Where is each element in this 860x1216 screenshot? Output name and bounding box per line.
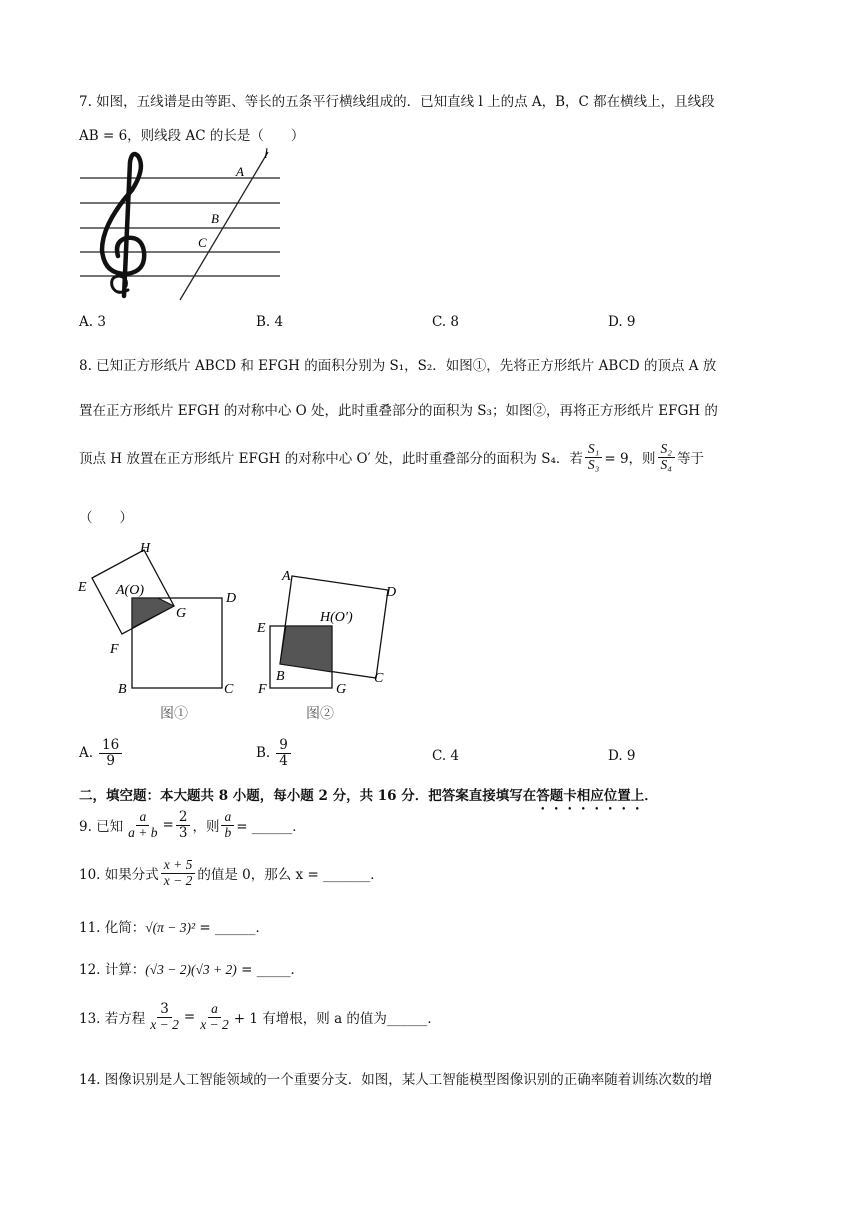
svg-text:D: D [386, 585, 397, 600]
svg-text:B: B [118, 682, 127, 697]
q7-text-line1: 7. 如图，五线谱是由等距、等长的五条平行横线组成的．已知直线 l 上的点 A，B，C 都在横线上，且线段 [79, 94, 715, 110]
caption-fig1: 图① [160, 707, 188, 722]
svg-text:G: G [336, 682, 347, 697]
label-b: B [211, 211, 219, 226]
q8-answer-paren: （ ） [79, 510, 133, 526]
svg-text:C: C [374, 671, 384, 686]
label-c: C [198, 235, 207, 250]
q8-figure-1 [76, 536, 246, 726]
q8-line3-a: 顶点 H 放置在正方形纸片 EFGH 的对称中心 O′ 处，此时重叠部分的面积为 S₄．若 [79, 451, 583, 468]
caption-fig2: 图② [306, 707, 334, 722]
q10: 10. 如果分式 $\frac{x + 5}{x - 2}$ 的值是 0，那么 x = _______． [79, 857, 384, 888]
svg-text:E: E [257, 621, 266, 636]
q8-text-line1: 8. 已知正方形纸片 ABCD 和 EFGH 的面积分别为 S₁，S₂．如图①，先将正方形纸片 ABCD 的顶点 A 放 [79, 358, 717, 374]
q12: 12. 计算：(√3 − 2)(√3 + 2) = _____． [79, 962, 304, 978]
q7-text-line2: AB = 6，则线段 AC 的长是（ ） [79, 128, 305, 144]
q8-option-b[interactable]: B. $\frac{9}{4}$ [256, 738, 293, 769]
svg-text:G: G [176, 606, 187, 621]
q8-line3-b: 等于 [677, 451, 704, 468]
overlap-s3 [132, 598, 174, 628]
q7-option-c[interactable]: C. 8 [432, 314, 460, 330]
line-l [180, 152, 268, 300]
section-2-heading: 二，填空题：本大题共 8 小题，每小题 2 分，共 16 分．把答案直接填写在答题卡相应位置上． [79, 788, 658, 804]
svg-text:B: B [276, 669, 285, 684]
q8-frac-s2-s4: $\frac{\text{S₂}}{\text{S₄}}$ [658, 442, 675, 473]
q8-figure-2 [254, 560, 414, 728]
q8-option-a[interactable]: A. $\frac{16}{9}$ [79, 738, 124, 769]
q7-option-d[interactable]: D. 9 [608, 314, 636, 330]
svg-text:C: C [224, 682, 234, 697]
staff-lines [80, 178, 280, 276]
svg-text:D: D [226, 591, 237, 606]
q7-staff-figure [76, 146, 286, 306]
q7-option-a[interactable]: A. 3 [79, 314, 106, 330]
svg-text:H: H [140, 541, 151, 556]
q8-option-d[interactable]: D. 9 [608, 748, 636, 764]
q13: 13. 若方程 $\frac{3}{x - 2}$ = $\frac{a}{x - 2}$ + 1 有增根，则 a 的值为______． [79, 1001, 441, 1032]
svg-text:H(O′): H(O′) [320, 610, 353, 625]
q8-text-line3 [79, 442, 704, 473]
section-2-emphasis: 答题卡相应位置上 [536, 788, 645, 804]
q9: 9. 已知 $\frac{a}{a + b}$ = $\frac{2}{3}$ ，则 $\frac{a}{b}$ = ______． [79, 809, 306, 841]
overlap-s4 [280, 626, 332, 672]
svg-text:A(O): A(O) [116, 583, 144, 598]
q8-frac-s1-s3: $\frac{\text{S₁}}{\text{S₃}}$ [585, 442, 602, 473]
q8-option-c[interactable]: C. 4 [432, 748, 460, 764]
q7-option-b[interactable]: B. 4 [256, 314, 284, 330]
q8-line3-eq: = 9，则 [604, 451, 656, 468]
svg-text:F: F [110, 642, 119, 657]
svg-text:E: E [78, 580, 87, 595]
svg-text:F: F [258, 682, 267, 697]
treble-clef-icon [102, 154, 144, 296]
label-l: l [264, 147, 268, 162]
svg-text:A: A [282, 569, 291, 584]
label-a: A [236, 164, 244, 179]
q11: 11. 化简：√(π − 3)² = ______． [79, 920, 269, 936]
q14-text-line1: 14. 图像识别是人工智能领域的一个重要分支．如图，某人工智能模型图像识别的正确率随着训练次数的增 [79, 1072, 713, 1088]
q8-text-line2: 置在正方形纸片 EFGH 的对称中心 O 处，此时重叠部分的面积为 S₃；如图②，再将正方形纸片 EFGH 的 [79, 403, 718, 419]
